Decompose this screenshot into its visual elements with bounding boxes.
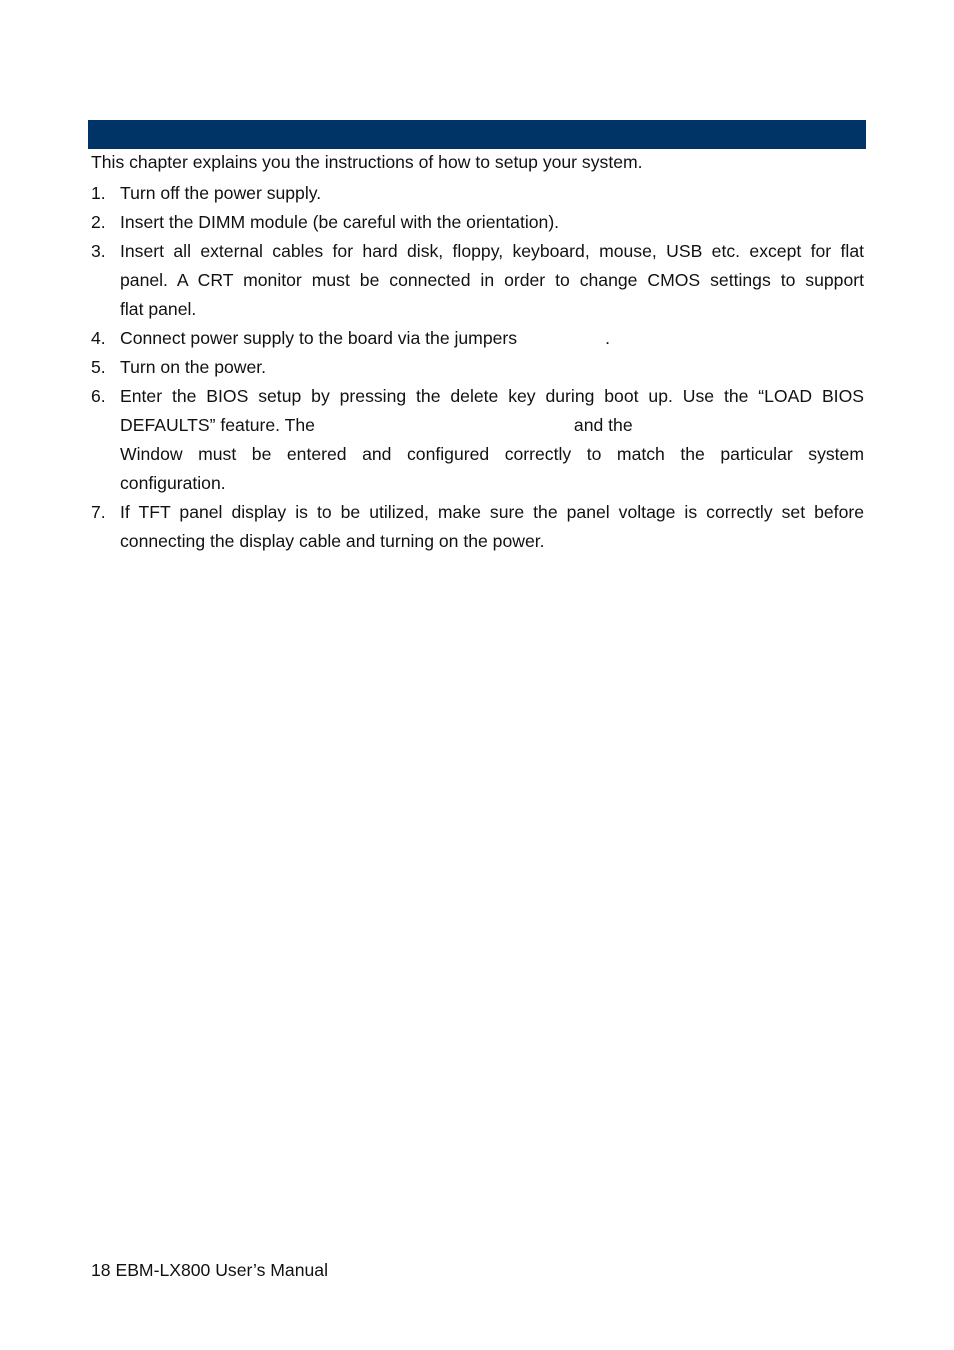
step-text: Insert all external cables for hard disk, floppy, keyboard, mouse, USB etc. except for flat [120, 241, 864, 261]
step-text-part: DEFAULTS” feature. The [120, 415, 315, 435]
step-text: connecting the display cable and turning on the power. [120, 531, 545, 551]
step-text: panel. A CRT monitor must be connected in order to change CMOS settings to support [120, 270, 864, 290]
step-text: flat panel. [120, 299, 197, 319]
list-item [91, 498, 864, 556]
step-text: Turn on the power. [120, 357, 267, 377]
intro-paragraph: This chapter explains you the instructions of how to setup your system. [91, 152, 643, 172]
chapter-header-bar [88, 120, 866, 149]
step-text-part: and the [573, 415, 633, 435]
step-number: 3. [91, 241, 106, 261]
step-text: Turn off the power supply. [120, 183, 322, 203]
step-number: 6. [91, 386, 106, 406]
list-item [91, 353, 864, 382]
step-number: 4. [91, 328, 106, 348]
list-item [91, 324, 864, 353]
step-text [120, 324, 864, 353]
list-item [91, 237, 864, 324]
step-number: 7. [91, 502, 106, 522]
step-text: Enter the BIOS setup by pressing the delete key during boot up. Use the “LOAD BIOS [120, 386, 864, 406]
step-text: Insert the DIMM module (be careful with the orientation). [120, 212, 560, 232]
step-text: Window must be entered and configured correctly to match the particular system [120, 444, 864, 464]
step-text [120, 411, 864, 440]
step-number: 5. [91, 357, 106, 377]
step-text: If TFT panel display is to be utilized, make sure the panel voltage is correctly set before [120, 502, 864, 522]
page-footer: 18 EBM-LX800 User’s Manual [91, 1260, 328, 1280]
step-text-part: Connect power supply to the board via the jumpers [120, 328, 518, 348]
setup-steps-list [91, 179, 864, 556]
list-item [91, 179, 864, 208]
step-number: 1. [91, 183, 106, 203]
list-item [91, 382, 864, 498]
step-text-part: . [605, 328, 610, 348]
step-text: configuration. [120, 473, 226, 493]
step-number: 2. [91, 212, 106, 232]
list-item [91, 208, 864, 237]
